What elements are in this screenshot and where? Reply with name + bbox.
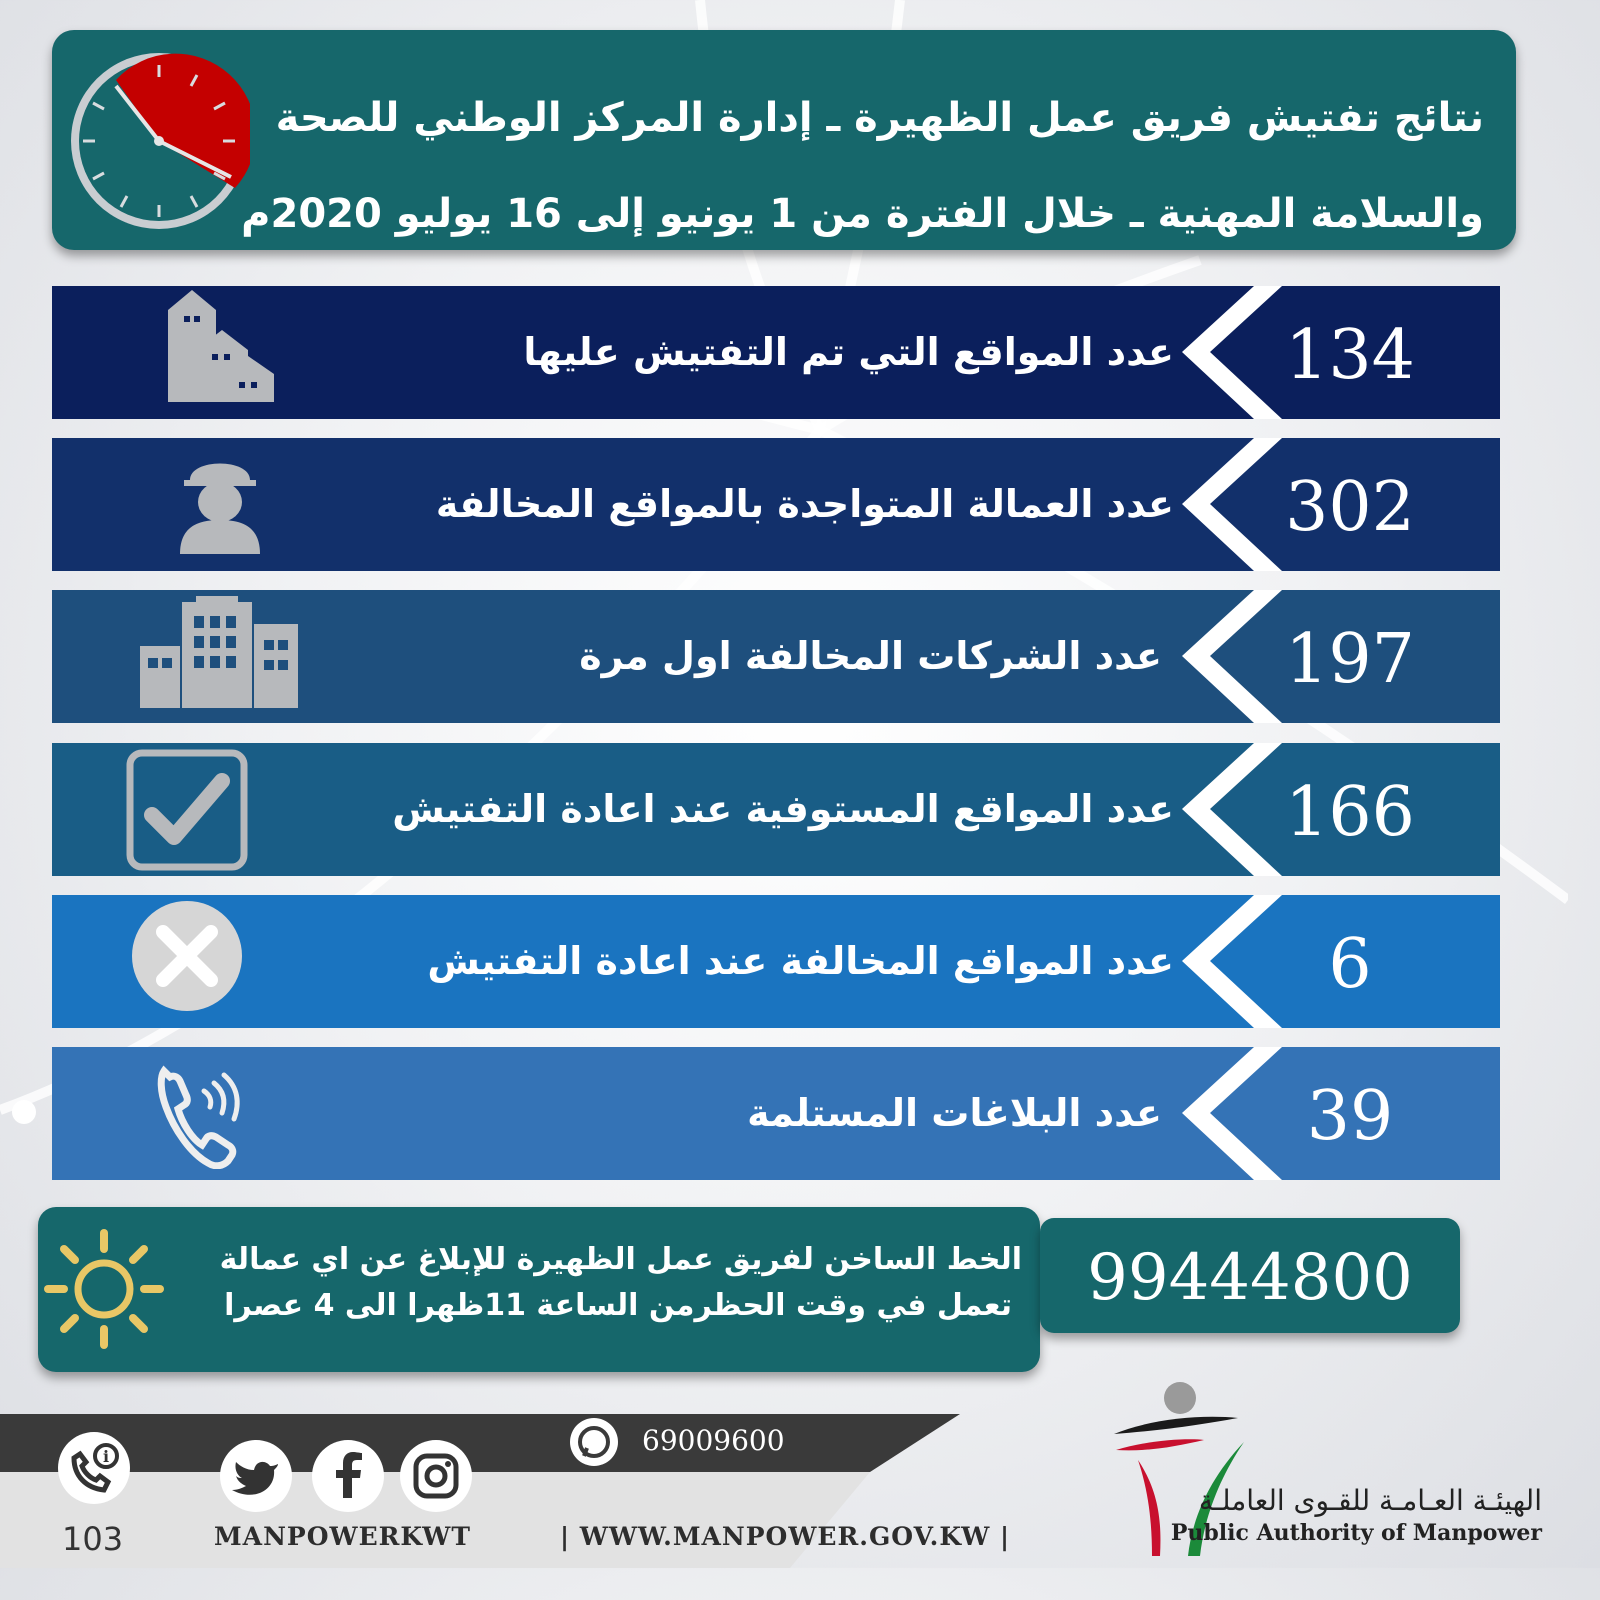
org-name-arabic: الهيئـة العـامـة للقـوى العاملـة [1198, 1484, 1542, 1517]
buildings-icon [164, 290, 280, 406]
stat-row-companies [52, 590, 1500, 723]
instagram-icon[interactable] [400, 1440, 472, 1512]
stat-value: 39 [1306, 1077, 1394, 1156]
hotline-line-2: تعمل في وقت الحظرمن الساعة 11ظهرا الى 4 عصرا [224, 1288, 1012, 1323]
hotline-number-box [1040, 1218, 1460, 1333]
title-line-1: نتائج تفتيش فريق عمل الظهيرة ـ إدارة المركز الوطني للصحة [275, 95, 1484, 141]
stat-row-sites-inspected [52, 286, 1500, 419]
stat-label: عدد المواقع التي تم التفتيش عليها [523, 330, 1174, 374]
page-title [241, 70, 1484, 262]
worker-icon [176, 450, 264, 558]
stat-value: 6 [1328, 925, 1372, 1004]
stat-value: 134 [1285, 316, 1415, 395]
org-name-english: Public Authority of Manpower [1170, 1520, 1542, 1546]
stat-value: 166 [1285, 773, 1415, 852]
info-phone-icon[interactable] [58, 1432, 130, 1504]
twitter-icon[interactable] [220, 1440, 292, 1512]
whatsapp-number[interactable]: 69009600 [642, 1424, 785, 1457]
website-url[interactable]: | WWW.MANPOWER.GOV.KW | [560, 1522, 1011, 1551]
header-banner [52, 30, 1516, 250]
clock-icon [68, 50, 250, 232]
hotline-banner [38, 1207, 1040, 1372]
checkbox-icon [126, 749, 248, 871]
stat-label: عدد المواقع المستوفية عند اعادة التفتيش [392, 787, 1174, 831]
hotline-line-1: الخط الساخن لفريق عمل الظهيرة للإبلاغ عن اي عمالة [219, 1242, 1022, 1277]
title-line-2: والسلامة المهنية ـ خلال الفترة من 1 يونيو إلى 16 يوليو 2020م [241, 191, 1484, 237]
stat-row-reports [52, 1047, 1500, 1180]
phone-icon [156, 1057, 248, 1169]
hotline-number[interactable]: 99444800 [1087, 1241, 1413, 1315]
stat-value: 302 [1285, 468, 1415, 547]
stat-label: عدد العمالة المتواجدة بالمواقع المخالفة [435, 482, 1174, 526]
stat-label: عدد الشركات المخالفة اول مرة [579, 634, 1162, 678]
stat-label: عدد المواقع المخالفة عند اعادة التفتيش [427, 939, 1174, 983]
stat-row-workers [52, 438, 1500, 571]
cross-circle-icon [130, 899, 244, 1013]
hotline-description [142, 1237, 1022, 1329]
stat-value: 197 [1285, 620, 1415, 699]
stat-row-violating-sites [52, 895, 1500, 1028]
stat-row-compliant-sites [52, 743, 1500, 876]
office-buildings-icon [140, 596, 298, 708]
stat-label: عدد البلاغات المستلمة [747, 1091, 1162, 1135]
facebook-icon[interactable] [312, 1440, 384, 1512]
hotline-short-number[interactable]: 103 [62, 1520, 124, 1558]
svg-text:i: i [102, 1447, 110, 1466]
social-handle[interactable]: MANPOWERKWT [214, 1522, 471, 1551]
